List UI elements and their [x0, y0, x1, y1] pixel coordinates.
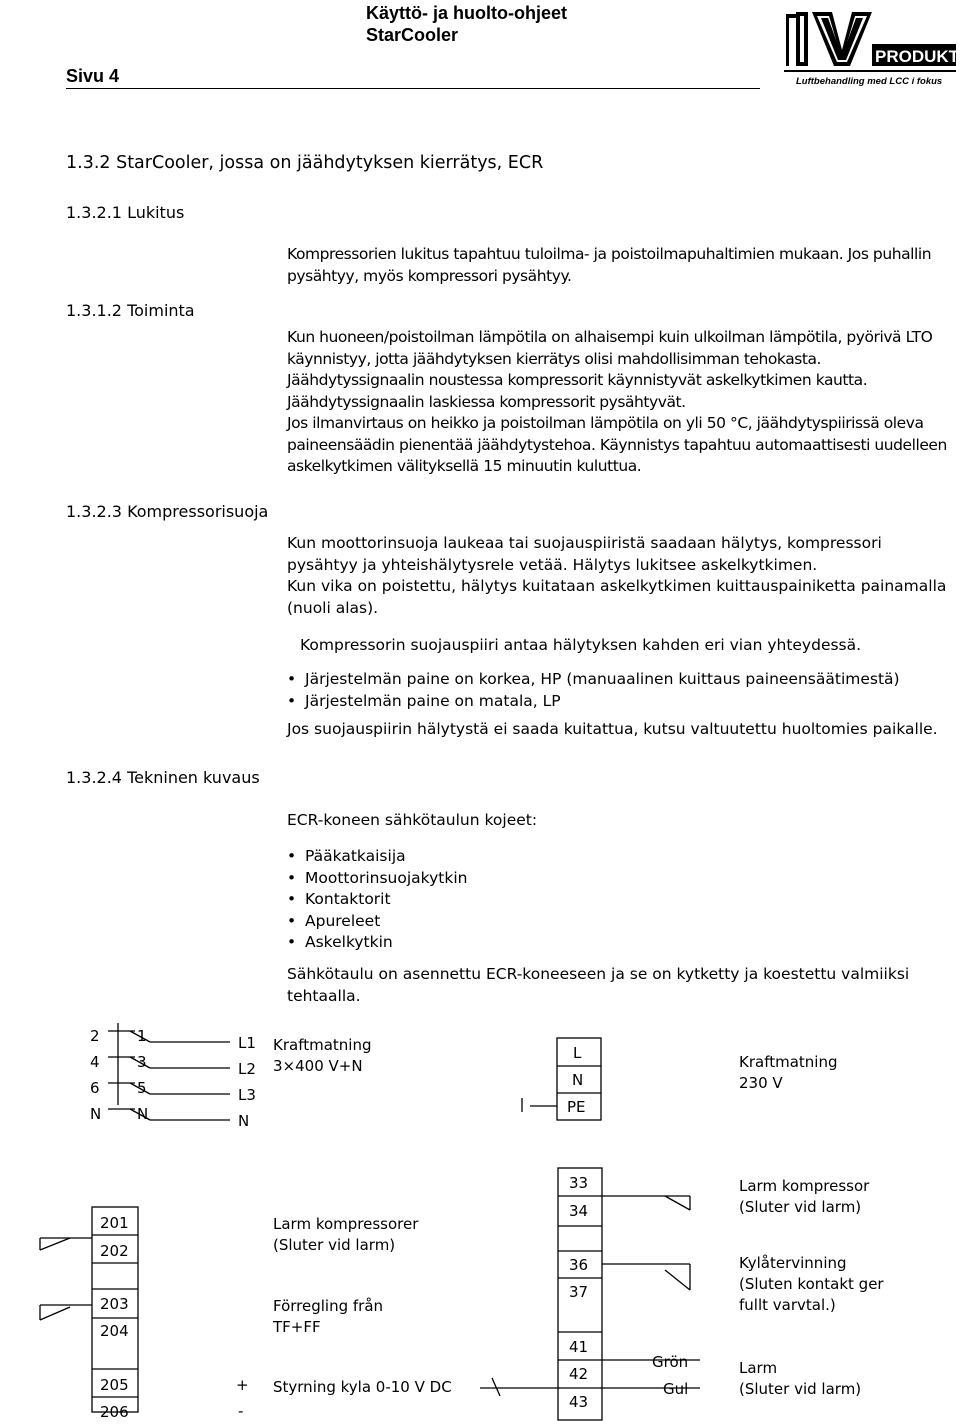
terminal-202: 202 — [100, 1242, 129, 1260]
logo-tagline: Luftbehandling med LCC i fokus — [796, 76, 943, 87]
power3-label: Kraftmatning — [273, 1036, 372, 1054]
terminal-2: 2 — [90, 1027, 100, 1045]
phase-l1: L1 — [238, 1034, 256, 1052]
forregling-source: TF+FF — [273, 1318, 321, 1336]
phase-l2: L2 — [238, 1060, 256, 1078]
lukitus-text — [287, 244, 947, 287]
company-logo — [784, 10, 956, 90]
larm-label: Larm — [739, 1359, 778, 1377]
larm-kompressor-note: (Sluter vid larm) — [739, 1198, 862, 1216]
terminal-42: 42 — [569, 1365, 589, 1383]
terminal-n: N — [572, 1071, 584, 1089]
terminal-n-left: N — [90, 1105, 102, 1123]
iv-logo-mark — [784, 10, 956, 76]
phase-l3: L3 — [238, 1086, 256, 1104]
list-item: • Järjestelmän paine on matala, LP — [287, 691, 947, 713]
kylatervinning-note-1: (Sluten kontakt ger — [739, 1275, 884, 1293]
section-label-lukitus: 1.3.2.1 Lukitus — [66, 203, 185, 222]
wire-color-gron: Grön — [652, 1353, 689, 1371]
power1-voltage: 230 V — [739, 1074, 783, 1092]
terminal-203: 203 — [100, 1295, 129, 1313]
power3-voltage: 3×400 V+N — [273, 1057, 363, 1075]
polarity-minus: - — [238, 1402, 244, 1420]
larm-kompressorer-label: Larm kompressorer — [273, 1215, 419, 1233]
forregling-label: Förregling från — [273, 1297, 384, 1315]
terminal-n-right: N — [137, 1105, 149, 1123]
tekninen-intro: ECR-koneen sähkötaulun kojeet: — [287, 811, 538, 829]
header-rule — [66, 88, 760, 89]
terminal-pe: PE — [567, 1098, 586, 1116]
wire-color-gul: Gul — [663, 1380, 689, 1398]
list-item: • Pääkatkaisija — [287, 846, 947, 868]
tekninen-bullets — [287, 846, 947, 954]
list-item: • Kontaktorit — [287, 889, 947, 911]
terminal-36: 36 — [569, 1256, 589, 1274]
document-title — [366, 2, 567, 46]
terminal-33: 33 — [569, 1174, 589, 1192]
toiminta-paragraph-1: Kun huoneen/poistoilman lämpötila on alhaisempi kuin ulkoilman lämpötila, pyörivä LTO käynnistyy, jotta jäähdytyksen kierrätys olisi mahdollisimman tehokasta. Jäähdytyssignaalin noustessa kompressorit käynnistyvät askelkytkimen kautta. Jäähdytyssignaalin laskiessa kompressorit pysähtyvät. — [287, 328, 933, 411]
logo-brand-text: PRODUKT — [875, 47, 956, 66]
terminal-5: 5 — [137, 1079, 147, 1097]
list-item: • Järjestelmän paine on korkea, HP (manuaalinen kuittaus paineensäätimestä) — [287, 669, 947, 691]
list-item: • Apureleet — [287, 911, 947, 933]
larm-note: (Sluter vid larm) — [739, 1380, 862, 1398]
terminal-3: 3 — [137, 1053, 147, 1071]
kompressorisuoja-paragraph-1: Kun moottorinsuoja laukeaa tai suojauspiiristä saadaan hälytys, kompressori pysähtyy ja yhteishälytysrele vetää. Hälytys lukitsee askelkytkimen. — [287, 534, 882, 574]
page-number: Sivu 4 — [66, 66, 120, 86]
terminal-41: 41 — [569, 1338, 589, 1356]
terminal-6: 6 — [90, 1079, 100, 1097]
tekninen-outro: Sähkötaulu on asennettu ECR-koneeseen ja se on kytketty ja koestettu valmiiksi tehtaalla. — [287, 965, 910, 1005]
section-label-kompressorisuoja: 1.3.2.3 Kompressorisuoja — [66, 502, 269, 521]
kompressorisuoja-paragraph-4: Jos suojauspiirin hälytystä ei saada kuitattua, kutsu valtuutettu huoltomies paikalle. — [287, 720, 938, 738]
toiminta-text — [287, 327, 947, 478]
terminal-205: 205 — [100, 1376, 129, 1394]
terminal-4: 4 — [90, 1053, 100, 1071]
section-label-tekninen: 1.3.2.4 Tekninen kuvaus — [66, 768, 260, 787]
section-heading: 1.3.2 StarCooler, jossa on jäähdytyksen kierrätys, ECR — [66, 153, 544, 173]
larm-kompressor-label: Larm kompressor — [739, 1177, 870, 1195]
terminal-201: 201 — [100, 1214, 129, 1232]
power1-label: Kraftmatning — [739, 1053, 838, 1071]
terminal-43: 43 — [569, 1393, 589, 1411]
terminal-206: 206 — [100, 1403, 129, 1421]
kompressorisuoja-paragraph-2: Kun vika on poistettu, hälytys kuitataan askelkytkimen kuittauspainiketta painamalla (nuoli alas). — [287, 577, 947, 617]
wiring-diagram — [0, 1010, 960, 1428]
polarity-plus: + — [236, 1376, 249, 1394]
larm-kompressorer-note: (Sluter vid larm) — [273, 1236, 396, 1254]
kompressorisuoja-bullets — [287, 669, 947, 712]
terminal-37: 37 — [569, 1283, 589, 1301]
terminal-l: L — [573, 1044, 582, 1062]
document-title-line1: Käyttö- ja huolto-ohjeet — [366, 3, 567, 23]
section-label-toiminta: 1.3.1.2 Toiminta — [66, 301, 195, 320]
toiminta-paragraph-2: Jos ilmanvirtaus on heikko ja poistoilman lämpötila on yli 50 °C, jäähdytyspiirissä oleva paineensäädin pienentää jäähdytystehoa. Käynnistys tapahtuu automaattisesti uudelleen askelkytkimen välityksellä 15 minuutin kuluttua. — [287, 414, 947, 475]
terminal-34: 34 — [569, 1202, 589, 1220]
styrning-label: Styrning kyla 0-10 V DC — [273, 1378, 452, 1396]
lukitus-paragraph: Kompressorien lukitus tapahtuu tuloilma- ja poistoilmapuhaltimien mukaan. Jos puhallin pysähtyy, myös kompressori pysähtyy. — [287, 245, 932, 285]
kompressorisuoja-text — [287, 533, 947, 619]
phase-n: N — [238, 1112, 250, 1130]
list-item: • Moottorinsuojakytkin — [287, 868, 947, 890]
terminal-204: 204 — [100, 1322, 129, 1340]
terminal-1: 1 — [137, 1027, 147, 1045]
list-item: • Askelkytkin — [287, 932, 947, 954]
document-title-line2: StarCooler — [366, 25, 459, 45]
kylatervinning-note-2: fullt varvtal.) — [739, 1296, 836, 1314]
kompressorisuoja-paragraph-3: Kompressorin suojauspiiri antaa hälytyksen kahden eri vian yhteydessä. — [300, 636, 862, 654]
kylatervinning-label: Kylåtervinning — [739, 1254, 847, 1272]
